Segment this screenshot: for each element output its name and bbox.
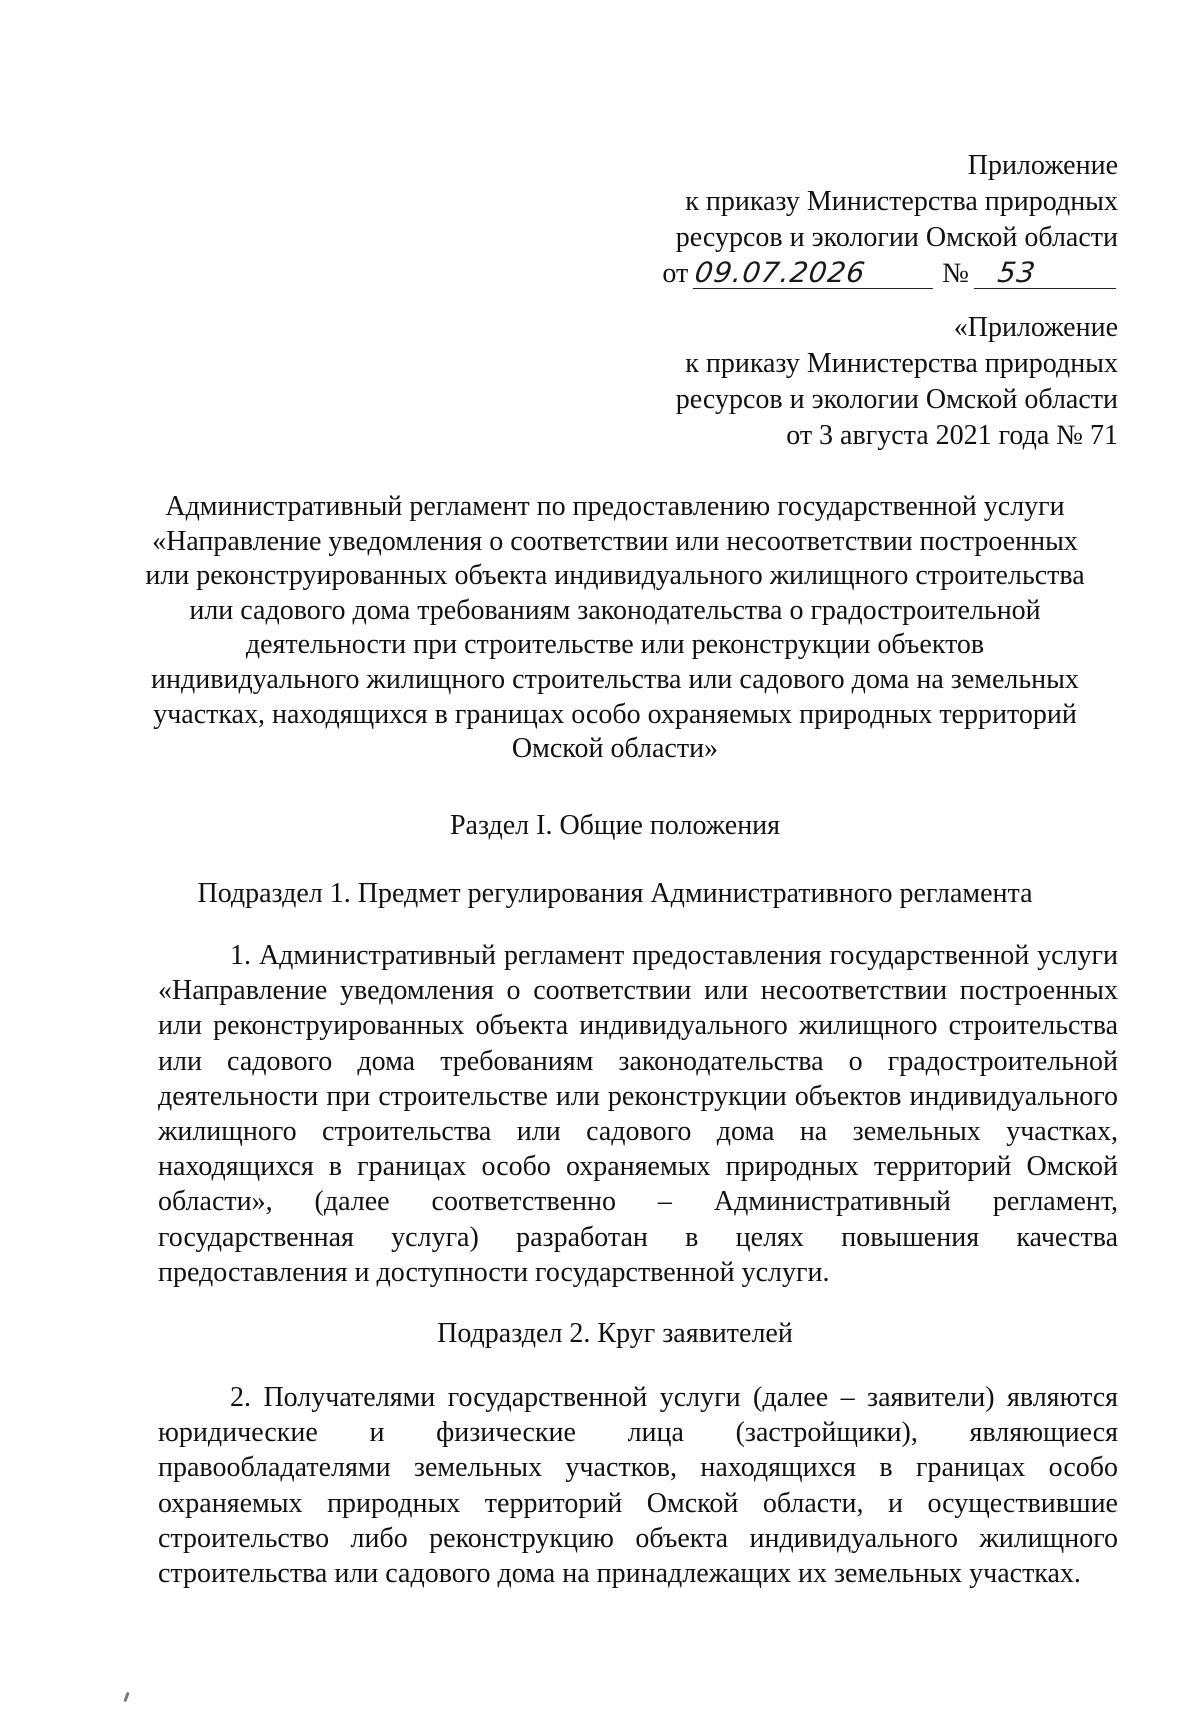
- number-prefix: №: [942, 258, 969, 289]
- paragraph-2: 2. Получателями государственной услуги (далее – заявители) являются юридические и физические лица (застройщики), являющиеся правообладателями земельных участков, находящихся в границах особо охраняемых природных территорий Омской области, и осуществившие строительство либо реконструкцию объекта индивидуального жилищного строительства или садового дома на принадлежащих их земельных участках.: [158, 1382, 1118, 1590]
- approval-title: Приложение: [967, 150, 1118, 181]
- scan-speck: [123, 1692, 129, 1702]
- subsection-1-heading: Подраздел 1. Предмет регулирования Административного регламента: [197, 878, 1033, 909]
- approval-ministry-line: ресурсов и экологии Омской области: [675, 222, 1118, 253]
- previous-approval-title: «Приложение: [953, 312, 1118, 343]
- paragraph-1: 1. Административный регламент предоставления государственной услуги «Направление уведомления о соответствии или несоответствии построенных или реконструированных объекта индивидуального жилищного строительства или садового дома требованиям законодательства о градостроительной деятельности при строительстве или реконструкции объектов индивидуального жилищного строительства или садового дома на земельных участках, находящихся в границах особо охраняемых природных территорий Омской области», (далее соответственно – Административный регламент, государственная услуга) разработан в целях повышения качества предоставления и доступности государственной услуги.: [158, 940, 1118, 1288]
- date-prefix: от: [662, 258, 689, 289]
- handwritten-number: 53: [974, 258, 1120, 289]
- approval-order-line: к приказу Министерства природных: [685, 186, 1118, 217]
- handwritten-date: 09.07.2026: [693, 258, 937, 289]
- approval-date-number-row: [662, 256, 1118, 292]
- subsection-2-heading: Подраздел 2. Круг заявителей: [437, 1318, 793, 1349]
- previous-approval-date: от 3 августа 2021 года № 71: [786, 420, 1118, 451]
- document-title: Административный регламент по предоставлению государственной услуги «Направление уведомления о соответствии или несоответствии построенных или реконструированных объекта индивидуального жилищного строительства или садового дома требованиям законодательства о градостроительной деятельности при строительстве или реконструкции объектов индивидуального жилищного строительства или садового дома на земельных участках, находящихся в границах особо охраняемых природных территорий Омской области»: [145, 491, 1085, 765]
- approval-stamp-previous: [676, 310, 1118, 454]
- section-heading: Раздел I. Общие положения: [449, 810, 781, 841]
- previous-approval-ministry-line: ресурсов и экологии Омской области: [675, 384, 1118, 415]
- previous-approval-order-line: к приказу Министерства природных: [685, 348, 1118, 379]
- approval-stamp-current: [662, 148, 1118, 292]
